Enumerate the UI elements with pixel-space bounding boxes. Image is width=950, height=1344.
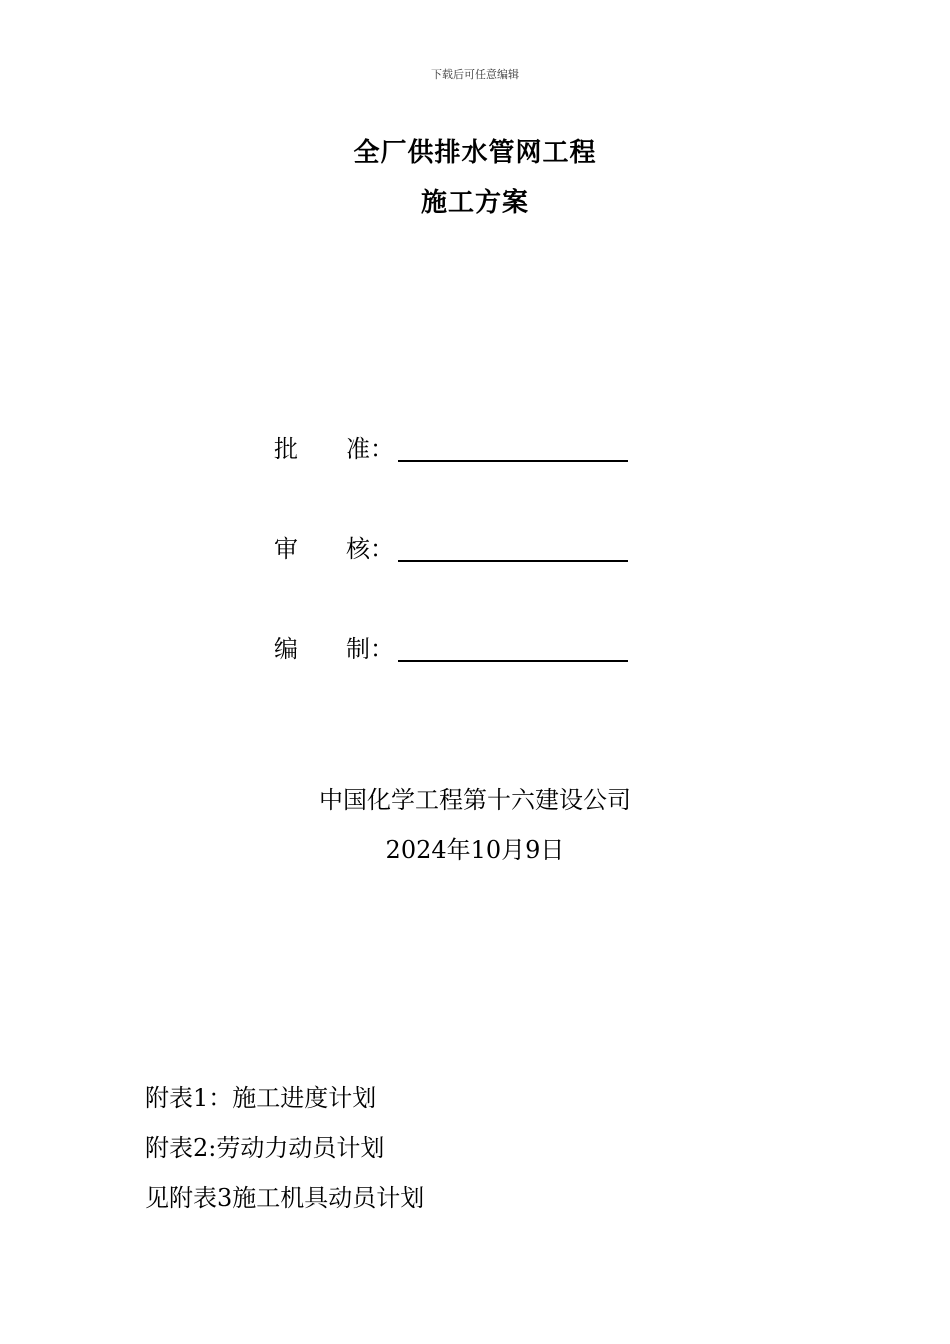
approval-label-char2: 准 bbox=[346, 435, 370, 463]
compile-row bbox=[274, 630, 628, 664]
page-header-note: 下载后可任意编辑 bbox=[431, 68, 519, 81]
appendix-item: 附表1：施工进度计划 bbox=[145, 1084, 377, 1112]
approval-colon: ： bbox=[370, 435, 394, 463]
review-colon: ： bbox=[370, 535, 394, 563]
compile-label-char2: 制 bbox=[346, 635, 370, 663]
approval-label-char1: 批 bbox=[274, 435, 298, 463]
review-label-char2: 核 bbox=[346, 535, 370, 563]
compile-colon: ： bbox=[370, 635, 394, 663]
approval-row bbox=[274, 430, 628, 464]
document-title: 全厂供排水管网工程 bbox=[353, 138, 597, 168]
compile-label-char1: 编 bbox=[274, 635, 298, 663]
compile-signature-line bbox=[398, 630, 628, 662]
review-label-char1: 审 bbox=[274, 535, 298, 563]
document-subtitle: 施工方案 bbox=[420, 188, 529, 218]
document-date: 2024年10月9日 bbox=[385, 836, 565, 864]
appendix-item: 附表2:劳动力动员计划 bbox=[145, 1134, 385, 1162]
review-signature-line bbox=[398, 530, 628, 562]
approval-signature-line bbox=[398, 430, 628, 462]
review-row bbox=[274, 530, 628, 564]
company-name: 中国化学工程第十六建设公司 bbox=[319, 786, 631, 814]
appendix-item: 见附表3施工机具动员计划 bbox=[145, 1184, 425, 1212]
